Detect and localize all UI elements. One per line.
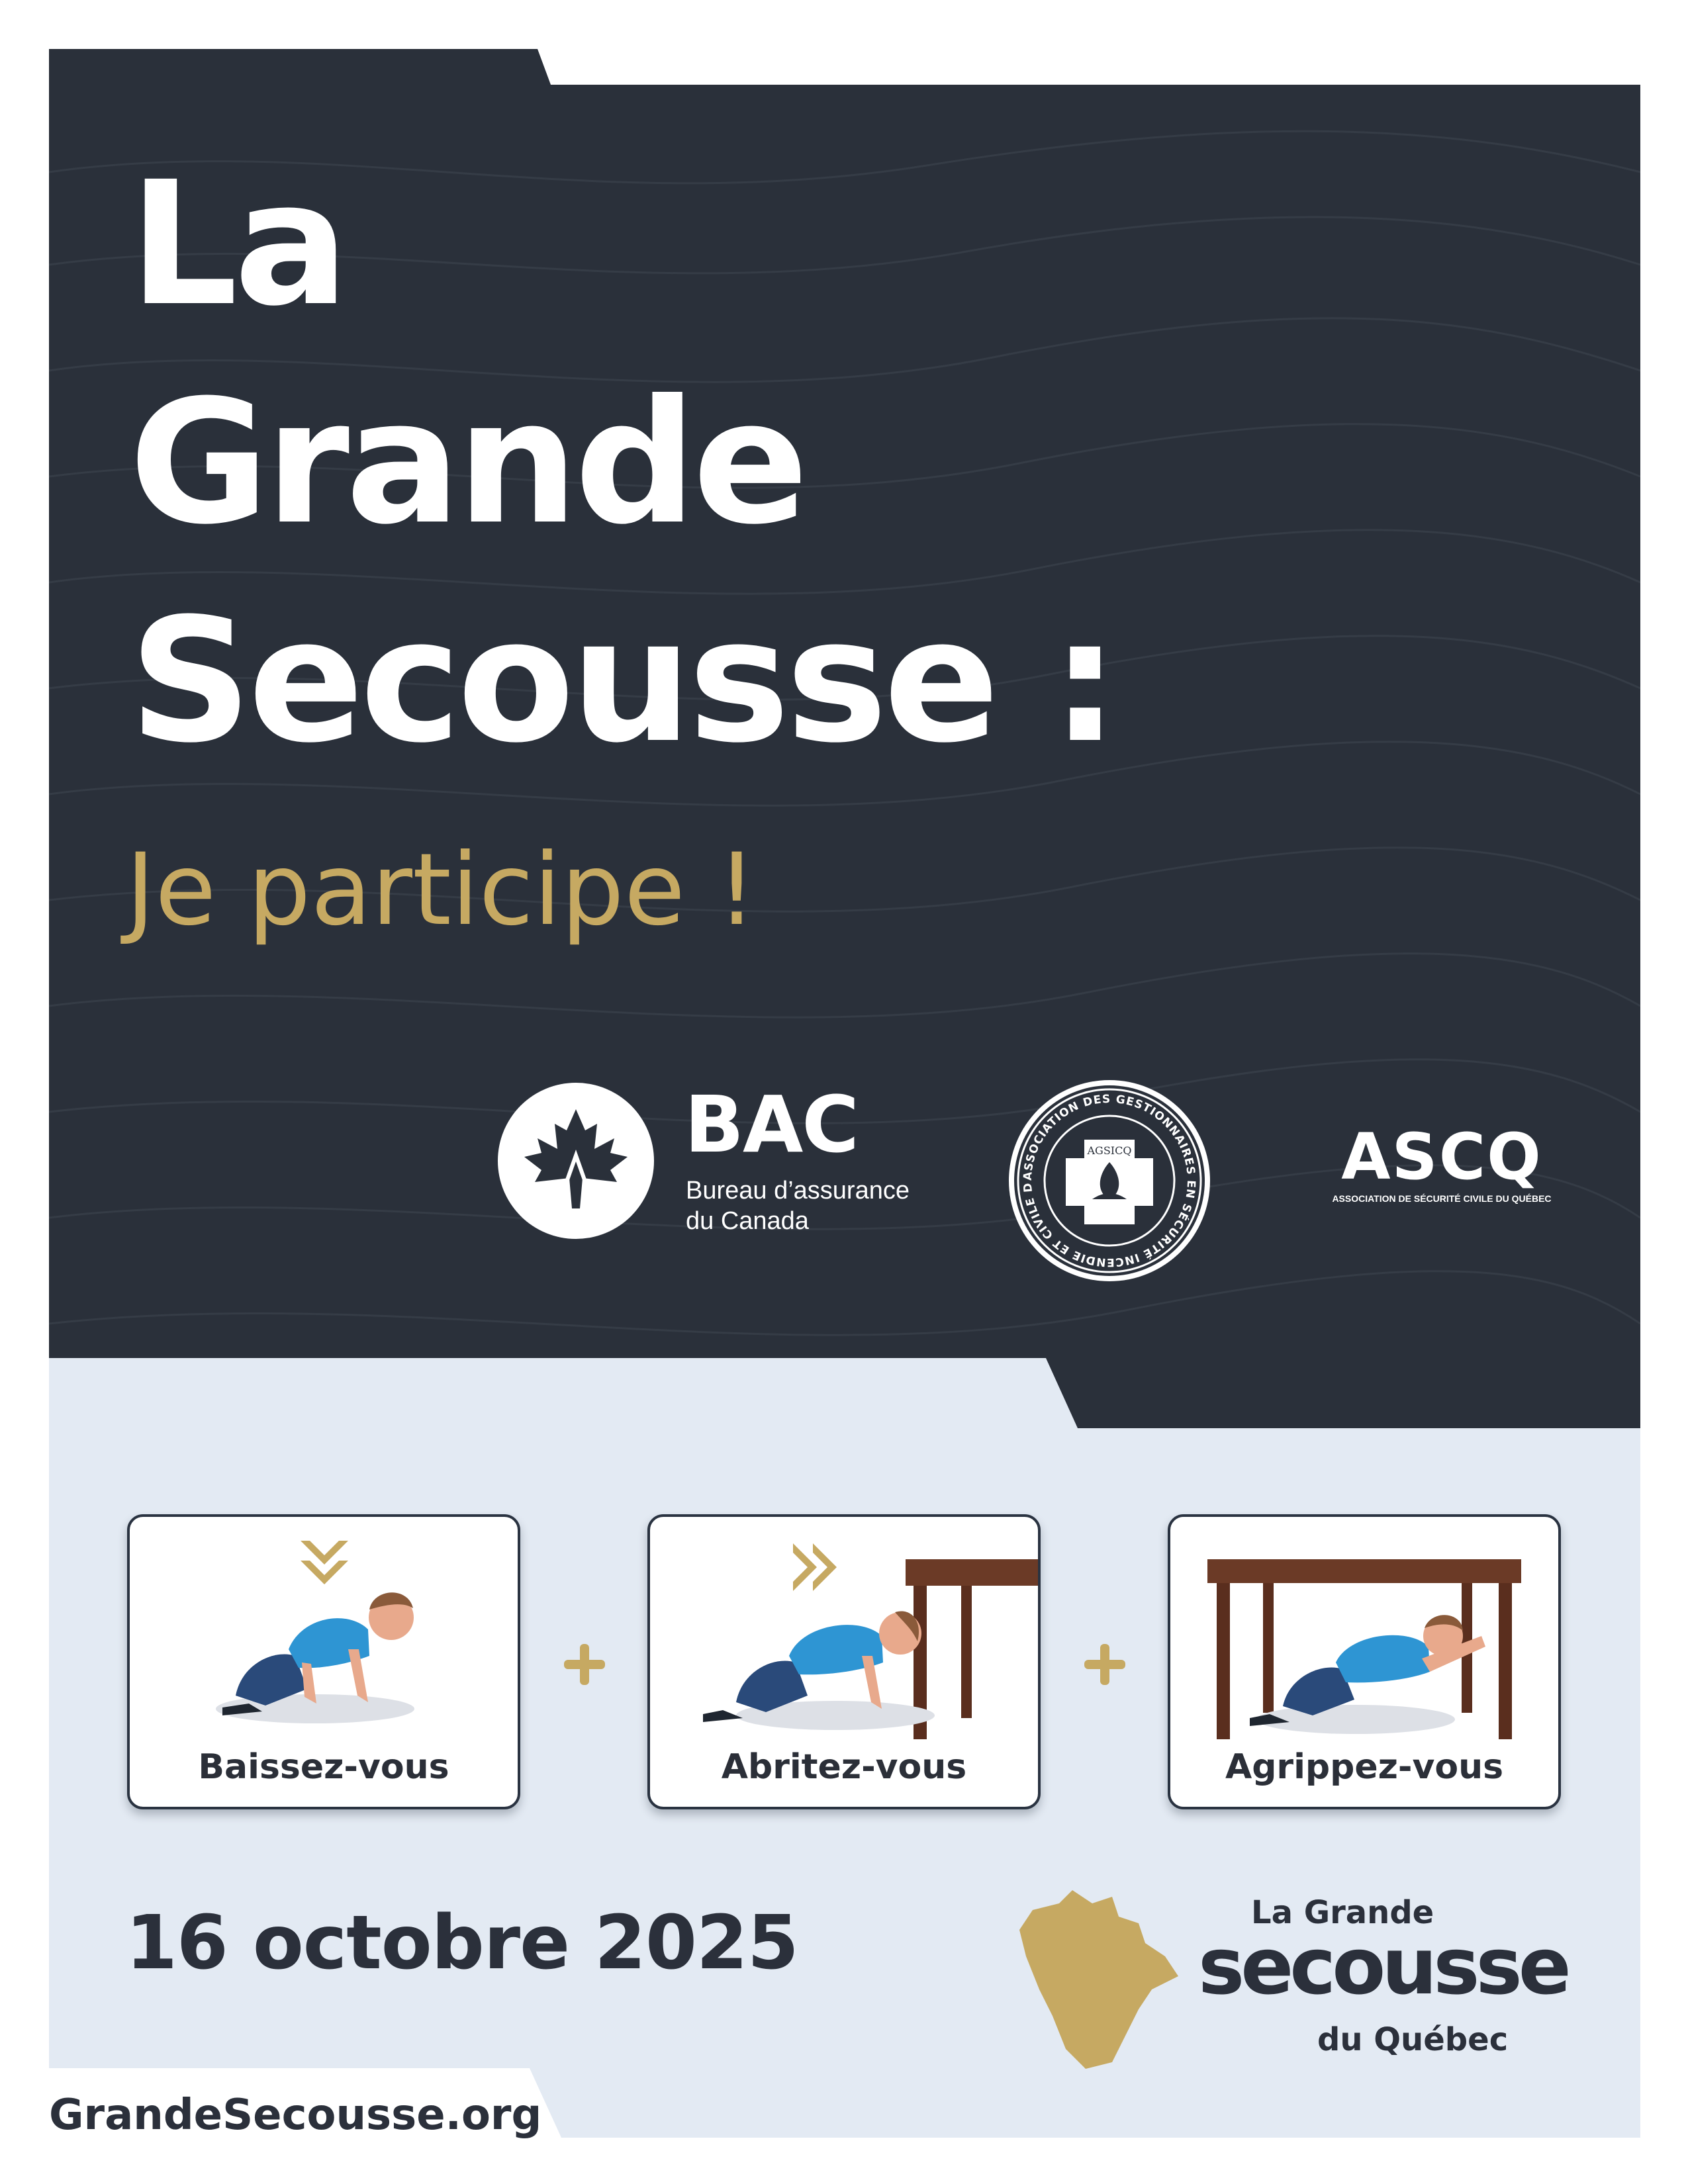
event-logo-top: La Grande bbox=[1251, 1894, 1434, 1931]
plus-icon bbox=[561, 1641, 608, 1688]
quebec-map-icon bbox=[1013, 1884, 1185, 2075]
step-label-cover: Abritez-vous bbox=[721, 1747, 967, 1787]
step-card-drop bbox=[127, 1514, 520, 1809]
agsicq-seal-logo bbox=[1005, 1076, 1214, 1285]
step-card-hold bbox=[1168, 1514, 1561, 1809]
grande-secousse-quebec-logo bbox=[1013, 1884, 1569, 2075]
bac-name: BAC bbox=[684, 1079, 858, 1170]
maple-leaf-icon bbox=[498, 1083, 654, 1239]
title-line-1: La bbox=[129, 145, 346, 343]
table-leg bbox=[1499, 1583, 1512, 1739]
double-chevron-down-icon bbox=[301, 1541, 348, 1584]
title-line-3: Secousse : bbox=[129, 582, 1115, 780]
event-logo-bottom: du Québec bbox=[1317, 2021, 1509, 2058]
bac-subtitle-line-2: du Canada bbox=[686, 1207, 809, 1235]
bac-subtitle-line-1: Bureau d’assurance bbox=[686, 1177, 910, 1205]
ascq-logo bbox=[1316, 1120, 1578, 1211]
table-top bbox=[906, 1559, 1038, 1586]
table-leg bbox=[961, 1586, 972, 1718]
event-date: 16 octobre 2025 bbox=[126, 1900, 798, 1986]
agsicq-acronym: AGSICQ bbox=[1087, 1144, 1132, 1157]
ascq-subtitle: ASSOCIATION DE SÉCURITÉ CIVILE DU QUÉBEC bbox=[1332, 1193, 1552, 1204]
step-label-hold: Agrippez-vous bbox=[1225, 1747, 1504, 1787]
table-leg bbox=[1263, 1583, 1274, 1713]
step-card-cover bbox=[647, 1514, 1041, 1809]
subtitle: Je participe ! bbox=[126, 833, 757, 948]
ascq-name: ASCQ bbox=[1341, 1120, 1542, 1194]
table-top bbox=[1207, 1559, 1521, 1583]
table-leg bbox=[1217, 1583, 1230, 1739]
double-chevron-right-icon bbox=[793, 1543, 837, 1591]
agsicq-ring-text: ASSOCIATION DES GESTIONNAIRES EN SÉCURITÉ INCENDIE ET CIVILE D bbox=[1021, 1092, 1198, 1269]
step-label-drop: Baissez-vous bbox=[198, 1747, 449, 1787]
website-link[interactable]: GrandeSecousse.org bbox=[49, 2091, 542, 2140]
bac-logo bbox=[498, 1079, 910, 1242]
plus-icon bbox=[1082, 1641, 1128, 1688]
title-line-2: Grande bbox=[129, 363, 805, 562]
bac-emblem bbox=[498, 1083, 654, 1239]
event-logo-main: secousse bbox=[1198, 1921, 1568, 2012]
